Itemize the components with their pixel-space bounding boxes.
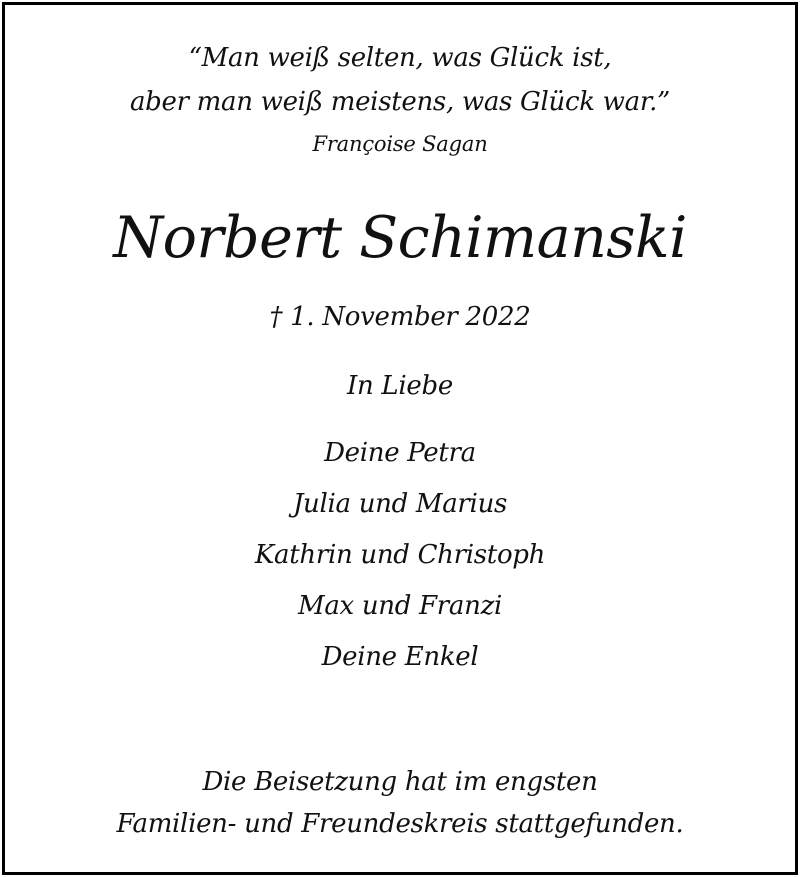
quote-line-2: aber man weiß meistens, was Glück war.” xyxy=(129,87,671,117)
burial-notice-line-1: Die Beisetzung hat im engsten xyxy=(202,767,598,797)
mourner-name: Julia und Marius xyxy=(292,489,508,519)
mourner-name: Deine Petra xyxy=(324,438,476,468)
mourner-name: Max und Franzi xyxy=(298,591,502,621)
mourner-name: Kathrin und Christoph xyxy=(254,540,546,570)
intro-text: In Liebe xyxy=(347,371,453,401)
burial-notice-line-2: Familien- und Freundeskreis stattgefunden. xyxy=(116,809,684,839)
obituary-notice xyxy=(2,2,798,875)
mourner-name: Deine Enkel xyxy=(321,642,479,672)
quote-author: Françoise Sagan xyxy=(312,132,488,156)
deceased-name: Norbert Schimanski xyxy=(113,205,687,271)
quote-line-1: “Man weiß selten, was Glück ist, xyxy=(188,43,612,73)
death-date: † 1. November 2022 xyxy=(269,302,531,332)
